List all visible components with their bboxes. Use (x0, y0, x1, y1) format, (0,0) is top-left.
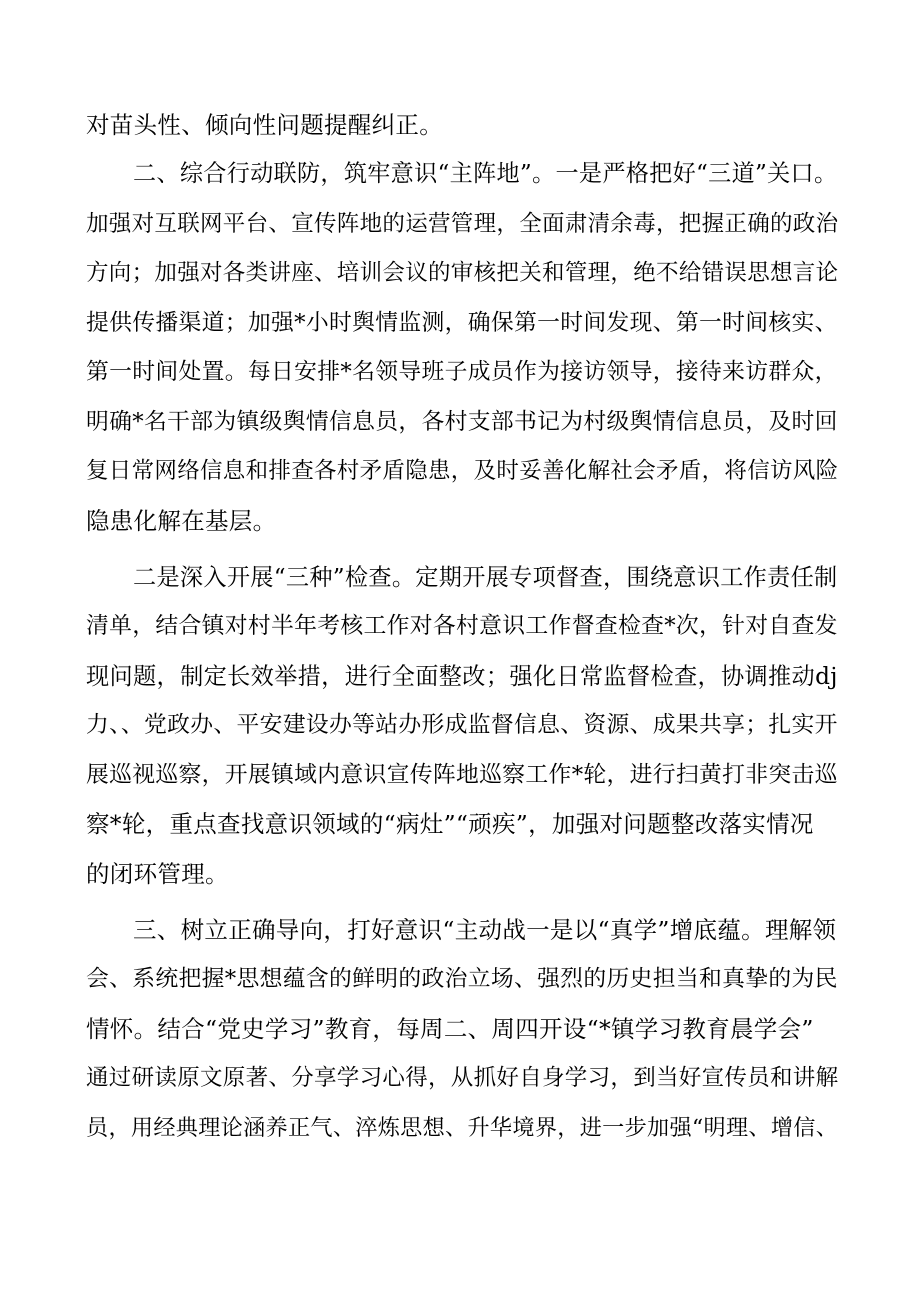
text-line: 现问题，制定长效举措，进行全面整改；强化日常监督检查，协调推动dj (86, 663, 838, 690)
text-line: 隐患化解在基层。 (86, 507, 277, 535)
text-line: 加强对互联网平台、宣传阵地的运营管理，全面肃清余毒，把握正确的政治 (86, 211, 839, 237)
text-line: 展巡视巡察，开展镇域内意识宣传阵地巡察工作*轮，进行扫黄打非突击巡 (86, 762, 838, 788)
text-line: 二、综合行动联防，筑牢意识“主阵地”。一是严格把好“三道”关口。 (133, 161, 838, 187)
text-line: 对苗头性、倾向性问题提醒纠正。 (86, 111, 443, 139)
text-line: 力、、党政办、平安建设办等站办形成监督信息、资源、成果共享；扎实开 (86, 712, 838, 738)
text-line: 三、树立正确导向，打好意识“主动战一是以“真学”增底蕴。理解领 (133, 916, 837, 944)
text-line: 第一时间处置。每日安排*名领导班子成员作为接访领导，接待来访群众， (86, 359, 838, 385)
text-line: 员，用经典理论涵养正气、淬炼思想、升华境界，进一步加强“明理、增信、 (86, 1115, 839, 1141)
text-line: 会、系统把握*思想蕴含的鲜明的政治立场、强烈的历史担当和真挚的为民 (86, 966, 838, 992)
text-line: 复日常网络信息和排查各村矛盾隐患，及时妥善化解社会矛盾，将信访风险 (86, 458, 839, 484)
text-line: 清单，结合镇对村半年考核工作对各村意识工作督查检查*次，针对自查发 (86, 613, 838, 639)
text-line: 提供传播渠道；加强*小时舆情监测，确保第一时间发现、第一时间核实、 (86, 310, 838, 336)
text-line: 察*轮，重点查找意识领域的“病灶”“顽疾”，加强对问题整改落实情况 (86, 810, 814, 838)
text-line: 方向；加强对各类讲座、培训会议的审核把关和管理，绝不给错误思想言论 (86, 260, 839, 286)
text-line: 情怀。结合“党史学习”教育，每周二、周四开设“*镇学习教育晨学会” (86, 1015, 814, 1043)
text-line: 明确*名干部为镇级舆情信息员，各村支部书记为村级舆情信息员，及时回 (86, 409, 838, 435)
text-line: 的闭环管理。 (86, 860, 229, 888)
text-line: 通过研读原文原著、分享学习心得，从抓好自身学习，到当好宣传员和讲解 (86, 1065, 839, 1091)
text-line: 二是深入开展“三种”检查。定期开展专项督查，围绕意识工作责任制 (133, 564, 838, 591)
